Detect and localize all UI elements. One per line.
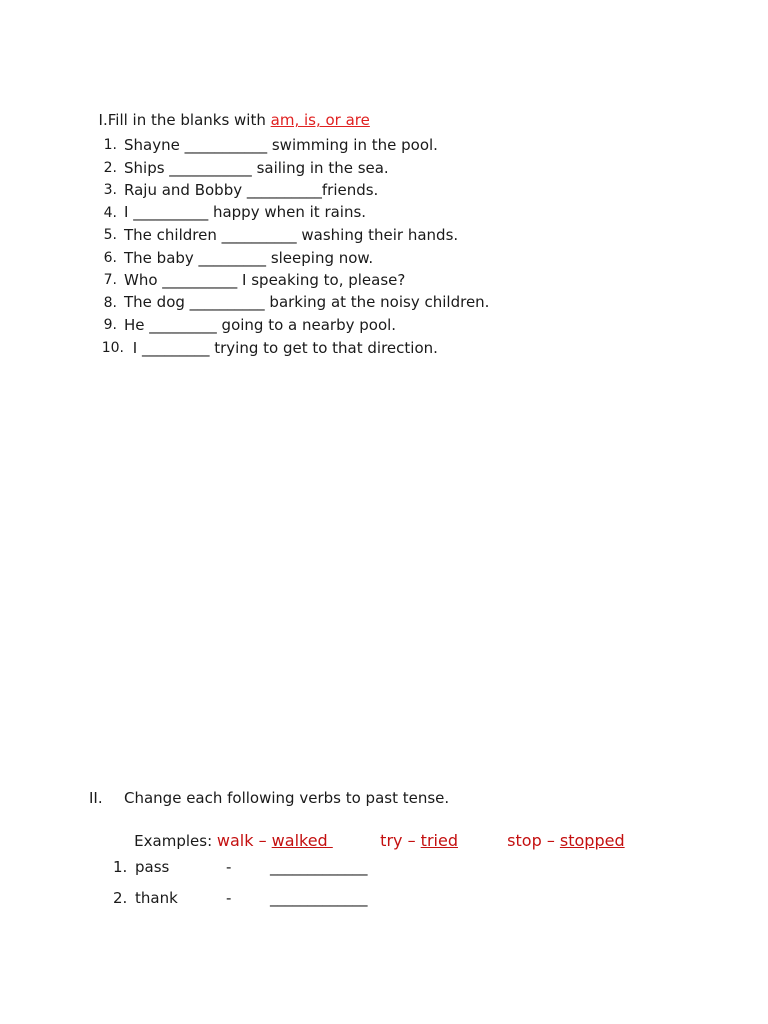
item-text: Shayne ___________ swimming in the pool.: [124, 136, 438, 154]
section-1-instruction: Fill in the blanks with: [107, 111, 271, 129]
item-blank: _____________: [270, 889, 368, 907]
examples-line: [124, 812, 333, 850]
item-text: He _________ going to a nearby pool.: [124, 316, 397, 334]
item-text: The baby _________ sleeping now.: [124, 249, 374, 267]
example-try: [370, 812, 458, 850]
item-text: The dog __________ barking at the noisy children.: [124, 293, 490, 311]
example-past: tried: [420, 831, 458, 850]
section-2-instruction: Change each following verbs to past tense.: [124, 789, 450, 807]
item-text: The children __________ washing their hands.: [124, 226, 459, 244]
item-verb: thank: [135, 889, 178, 907]
section-1-numeral: I.: [98, 111, 108, 129]
item-text: Raju and Bobby __________friends.: [124, 181, 379, 199]
example-stop: [497, 812, 625, 850]
item-number: 4.: [103, 205, 117, 221]
section-1-heading: [89, 93, 370, 129]
item-number: 2.: [113, 889, 128, 907]
item-text: Who __________ I speaking to, please?: [124, 271, 406, 289]
item-blank: _____________: [270, 858, 368, 876]
item-number: 5.: [103, 227, 117, 243]
section-2-numeral: II.: [89, 789, 103, 807]
example-past: stopped: [559, 831, 625, 850]
item-verb: pass: [135, 858, 170, 876]
item-dash: -: [226, 858, 232, 876]
example-base: try –: [380, 831, 421, 850]
item-number: 2.: [103, 160, 117, 176]
item-dash: -: [226, 889, 232, 907]
example-past: walked: [271, 831, 333, 850]
item-text: Ships ___________ sailing in the sea.: [124, 159, 389, 177]
item-text: I __________ happy when it rains.: [124, 203, 367, 221]
item-text: I _________ trying to get to that direction.: [128, 339, 438, 357]
item-number: 9.: [103, 317, 117, 333]
item-number: 3.: [103, 182, 117, 198]
examples-label: Examples:: [134, 832, 217, 850]
item-number: 8.: [103, 295, 117, 311]
item-number: 7.: [103, 272, 117, 288]
item-number: 6.: [103, 250, 117, 266]
item-number: 10.: [101, 340, 124, 356]
item-number: 1.: [113, 858, 128, 876]
section-1-highlight: am, is, or are: [270, 111, 370, 129]
example-base: walk –: [216, 831, 272, 850]
example-base: stop –: [507, 831, 560, 850]
item-number: 1.: [103, 137, 117, 153]
